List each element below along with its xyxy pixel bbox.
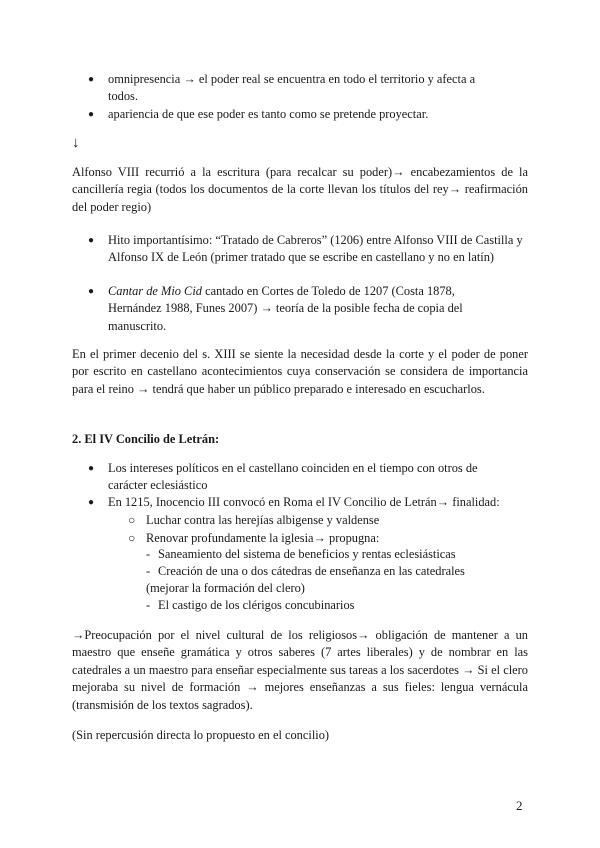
cantar-rest: cantado en Cortes de Toledo de 1207 (Costa 1878, Hernández 1988, Funes 2007) → teoría de la posible fecha de copia del manuscrito. xyxy=(108,284,463,333)
paragraph-sin-repercusion: (Sin repercusión directa lo propuesto en el concilio) xyxy=(72,728,330,742)
section-heading: 2. El IV Concilio de Letrán: xyxy=(72,432,220,446)
bullet-dot: ● xyxy=(88,497,95,508)
dash-item-creacion: Creación de una o dos cátedras de enseñanza en las catedrales xyxy=(158,564,465,578)
bullet-dot: ● xyxy=(88,235,95,246)
dash-marker: - xyxy=(146,598,151,612)
sub-item-renovar: Renovar profundamente la iglesia→ propugna: xyxy=(146,531,380,545)
dash-item-saneamiento: Saneamiento del sistema de beneficios y rentas eclesiásticas xyxy=(158,547,456,561)
page-number: 2 xyxy=(516,798,523,813)
bullet-text-omnipresencia: omnipresencia → el poder real se encuentra en todo el territorio y afecta a todos. xyxy=(108,72,476,104)
dash-marker: - xyxy=(146,547,151,561)
dash-item-castigo: El castigo de los clérigos concubinarios xyxy=(158,598,355,612)
paragraph-alfonso: Alfonso VIII recurrió a la escritura (para recalcar su poder)→ encabezamientos de la cancillería regia (todos los documentos de la corte llevan los títulos del rey→ reafirmación del poder regio) xyxy=(72,165,528,214)
cantar-title: Cantar de Mio Cid xyxy=(108,284,202,298)
dash-item-continuation: (mejorar la formación del clero) xyxy=(146,581,305,595)
bullet-dot: ● xyxy=(88,109,95,120)
bullet-text-cantar xyxy=(108,283,498,335)
bullet-dot: ● xyxy=(88,463,95,474)
sub-item-luchar: Luchar contra las herejías albigense y valdense xyxy=(146,513,380,527)
bullet-text-hito: Hito importantísimo: “Tratado de Cabreros” (1206) entre Alfonso VIII de Castilla y Alfonso IX de León (primer tratado que se escribe en castellano y no en latín) xyxy=(108,233,523,265)
bullet-text-inocencio: En 1215, Inocencio III convocó en Roma el IV Concilio de Letrán→ finalidad: xyxy=(108,495,500,509)
bullet-dot: ● xyxy=(88,74,95,85)
paragraph-decenio: En el primer decenio del s. XIII se siente la necesidad desde la corte y el poder de poner por escrito en castellano acontecimientos cuya conservación se considera de importancia para el reino → tendrá que haber un público preparado e interesado en escucharlos. xyxy=(72,347,528,396)
dash-marker: - xyxy=(146,564,151,578)
bullet-text-intereses: Los intereses políticos en el castellano coinciden en el tiempo con otros de carácter eclesiástico xyxy=(108,461,478,493)
bullet-text-apariencia: apariencia de que ese poder es tanto como se pretende proyectar. xyxy=(108,107,429,121)
down-arrow-icon: ↓ xyxy=(72,135,80,151)
paragraph-preocupacion: →Preocupación por el nivel cultural de los religiosos→ obligación de mantener a un maestro que enseñe gramática y otros saberes (7 artes liberales) y de nombrar en las catedrales a un maestro para enseñar especialmente sus tareas a los sacerdotes → Si el clero mejoraba su nivel de formación → mejores enseñanzas a sus fieles: lengua vernácula (transmisión de los textos sagrados). xyxy=(72,628,528,712)
circle-bullet-icon: ○ xyxy=(128,531,136,545)
bullet-dot: ● xyxy=(88,286,95,297)
circle-bullet-icon: ○ xyxy=(128,513,136,527)
